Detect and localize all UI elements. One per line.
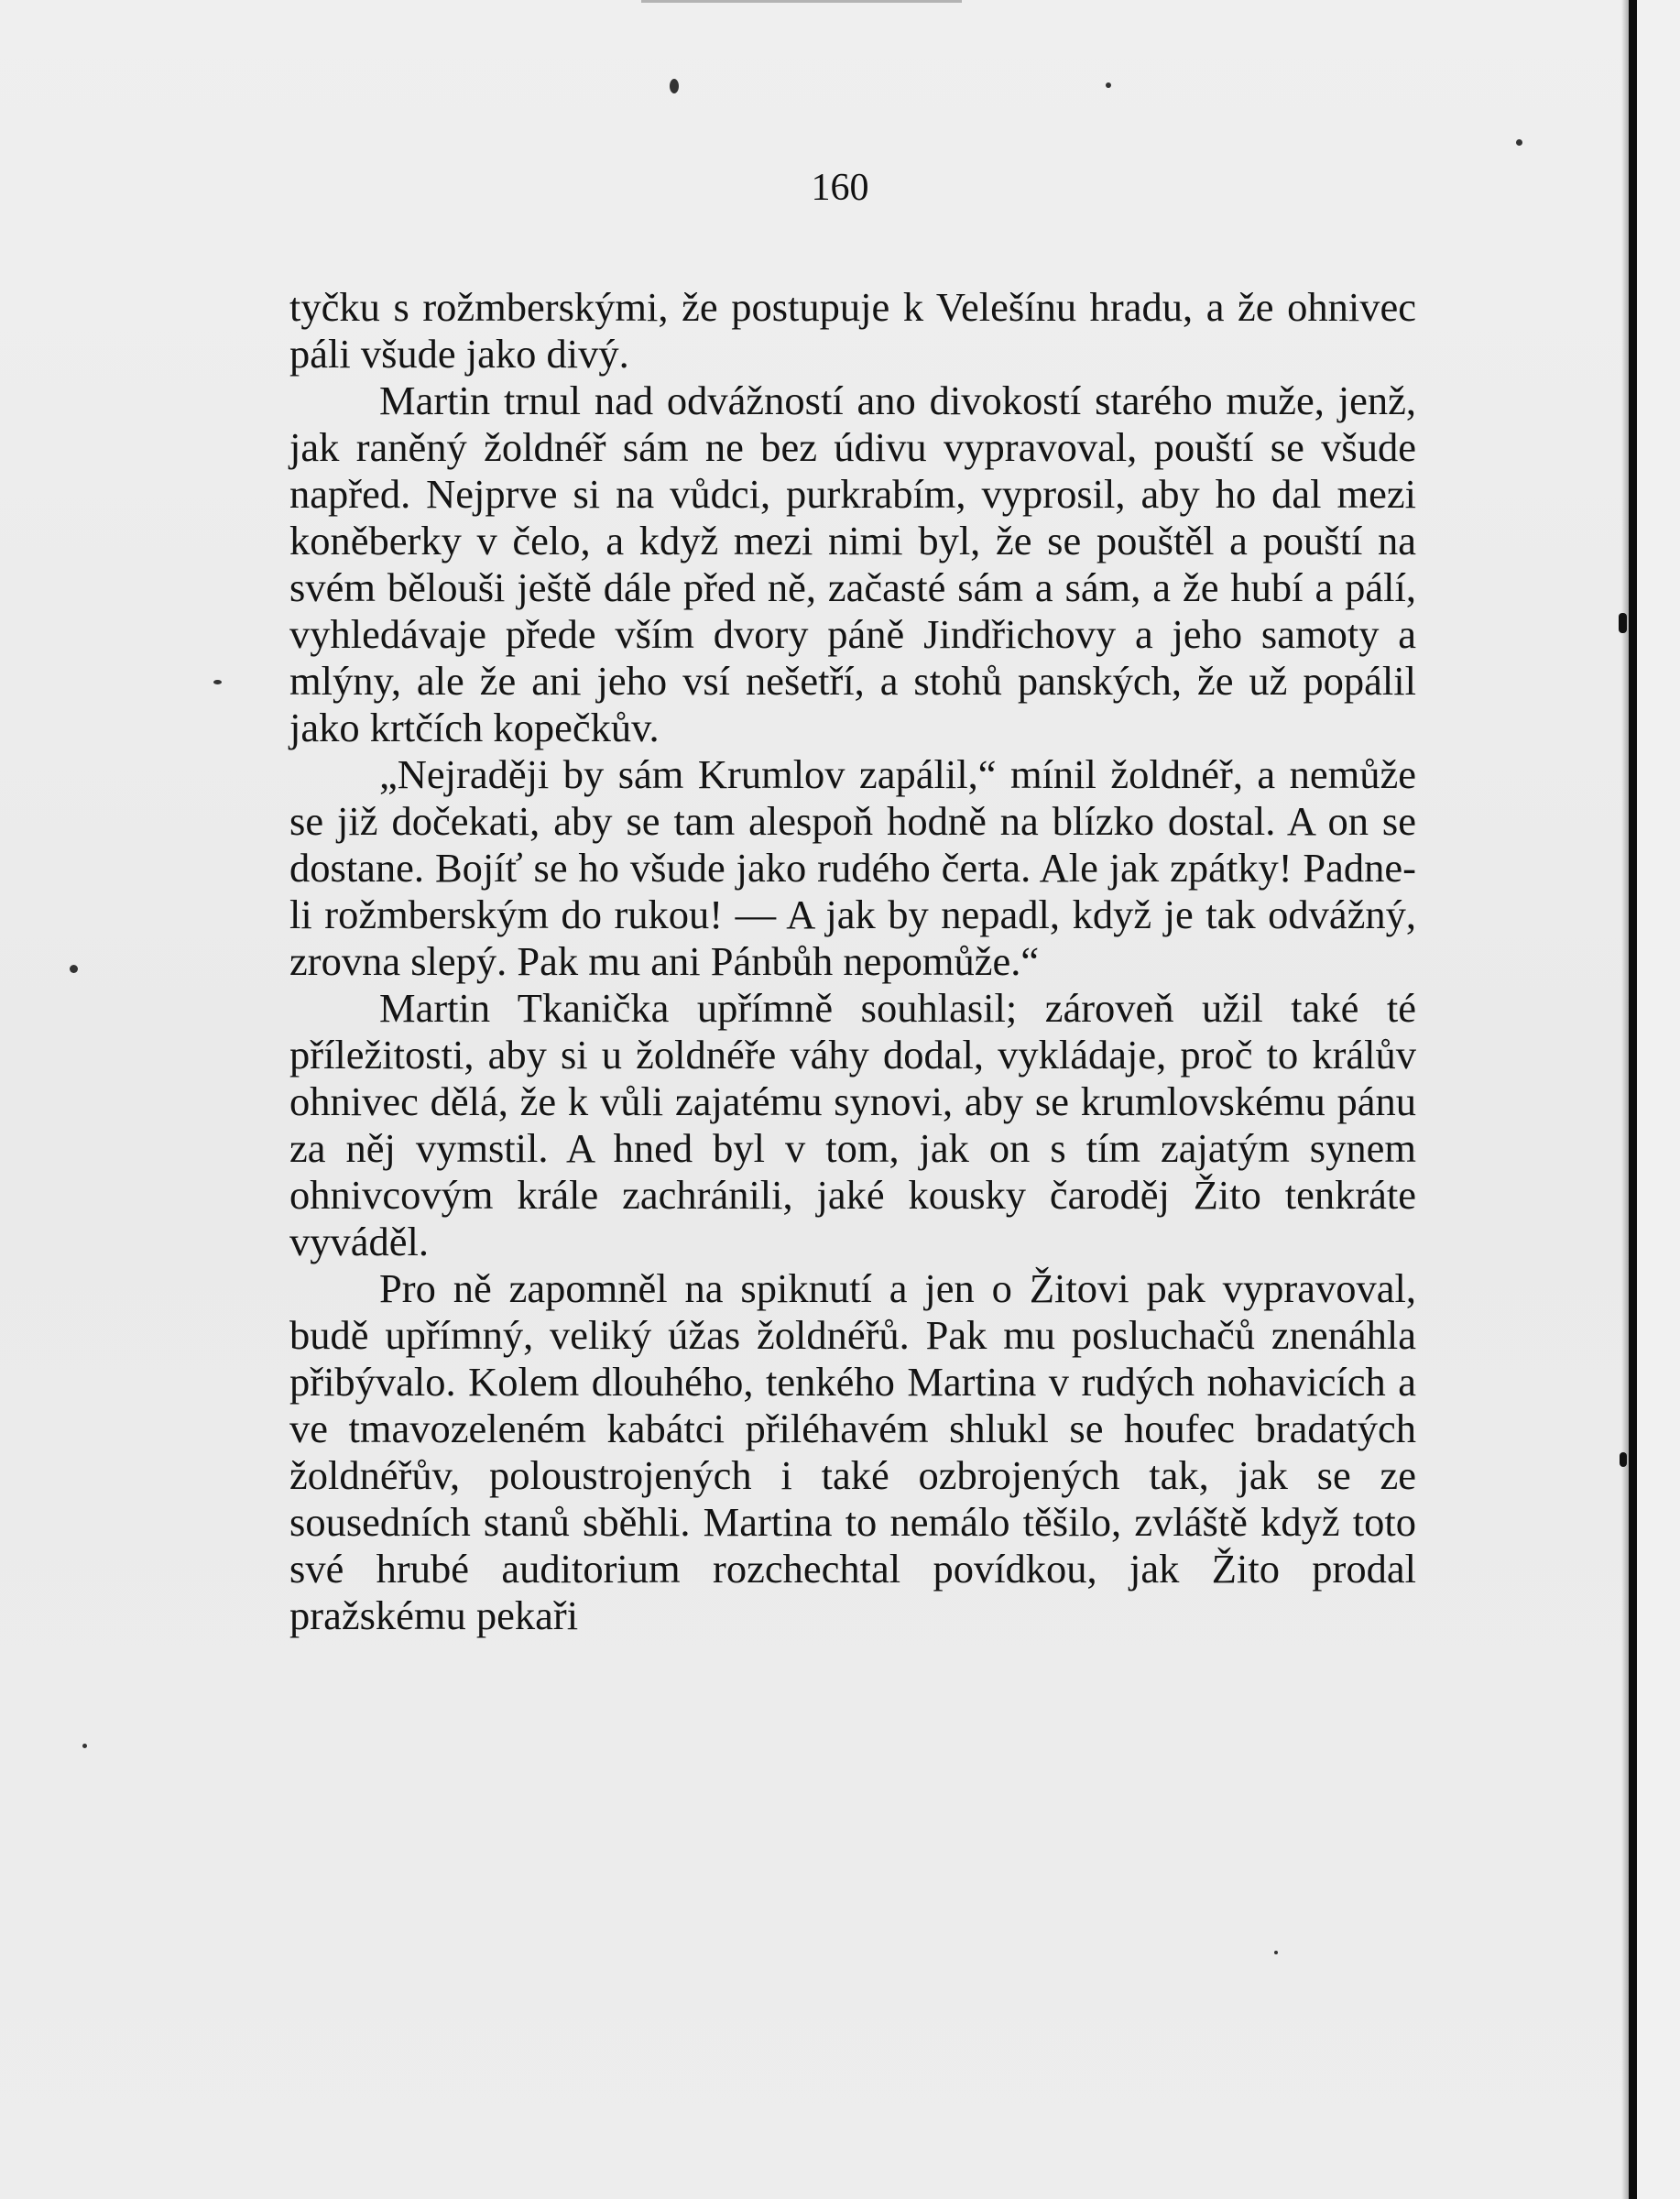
speck bbox=[70, 965, 78, 973]
speck bbox=[1516, 139, 1522, 146]
speck bbox=[1619, 613, 1627, 633]
speck bbox=[670, 79, 679, 93]
paragraph: Pro ně zapomněl na spiknutí a jen o Žitovi pak vypravoval, budě upřímný, veliký úžas žoldnéřů. Pak mu posluchačů znenáhla přibývalo. Kolem dlouhého, tenkého Martina v rudých nohavicích a ve tmavozeleném kabátci přiléhavém shlukl se houfec bradatých žoldnéřův, poloustrojených i také ozbrojených tak, jak se ze sousedních stanů sběhli. Martina to nemálo těšilo, zvláště když toto své hrubé auditorium rozchechtal povídkou, jak Žito prodal pražskému pekaři bbox=[289, 1265, 1416, 1638]
body-text bbox=[289, 284, 1416, 1639]
top-edge-bleed bbox=[641, 0, 962, 3]
paragraph: Martin trnul nad odvážností ano divokostí starého muže, jenž, jak raněný žoldnéř sám ne bez údivu vypravoval, pouští se všude napřed. Nejprve si na vůdci, purkrabím, vyprosil, aby ho dal mezi koněberky v čelo, a když mezi nimi byl, že se pouštěl a pouští na svém bělouši ještě dále před ně, začasté sám a sám, a že hubí a pálí, vyhledávaje přede vším dvory páně Jindřichovy a jeho samoty a mlýny, ale že ani jeho vsí nešetří, a stohů panských, že už popálil jako krtčích kopečkův. bbox=[289, 377, 1416, 750]
page-number: 160 bbox=[811, 167, 869, 209]
speck bbox=[1106, 82, 1111, 88]
speck bbox=[82, 1744, 87, 1748]
speck bbox=[1620, 1452, 1627, 1467]
speck bbox=[1274, 1951, 1278, 1954]
paragraph: Martin Tkanička upřímně souhlasil; zároveň užil také té příležitosti, aby si u žoldnéře váhy dodal, vykládaje, proč to králův ohnivec dělá, že k vůli zajatému synovi, aby se krumlovskému pánu za něj vymstil. A hned byl v tom, jak on s tím zajatým synem ohnivcovým krále zachránili, jaké kousky čaroděj Žito tenkráte vyváděl. bbox=[289, 985, 1416, 1264]
binding-shadow bbox=[1621, 0, 1629, 2199]
paragraph: tyčku s rožmberskými, že postupuje k Velešínu hradu, a že ohnivec páli všude jako divý. bbox=[289, 284, 1416, 377]
paragraph: „Nejraději by sám Krumlov zapálil,“ mínil žoldnéř, a nemůže se již dočekati, aby se tam alespoň hodně na blízko dostal. A on se dostane. Bojíť se ho všude jako rudého čerta. Ale jak zpátky! Padne-li rožmberským do rukou! — A jak by nepadl, když je tak odvážný, zrovna slepý. Pak mu ani Pánbůh nepomůže.“ bbox=[289, 751, 1416, 984]
page-edge bbox=[1629, 0, 1637, 2199]
speck bbox=[213, 680, 222, 684]
adjacent-page-strip bbox=[1637, 0, 1680, 2199]
